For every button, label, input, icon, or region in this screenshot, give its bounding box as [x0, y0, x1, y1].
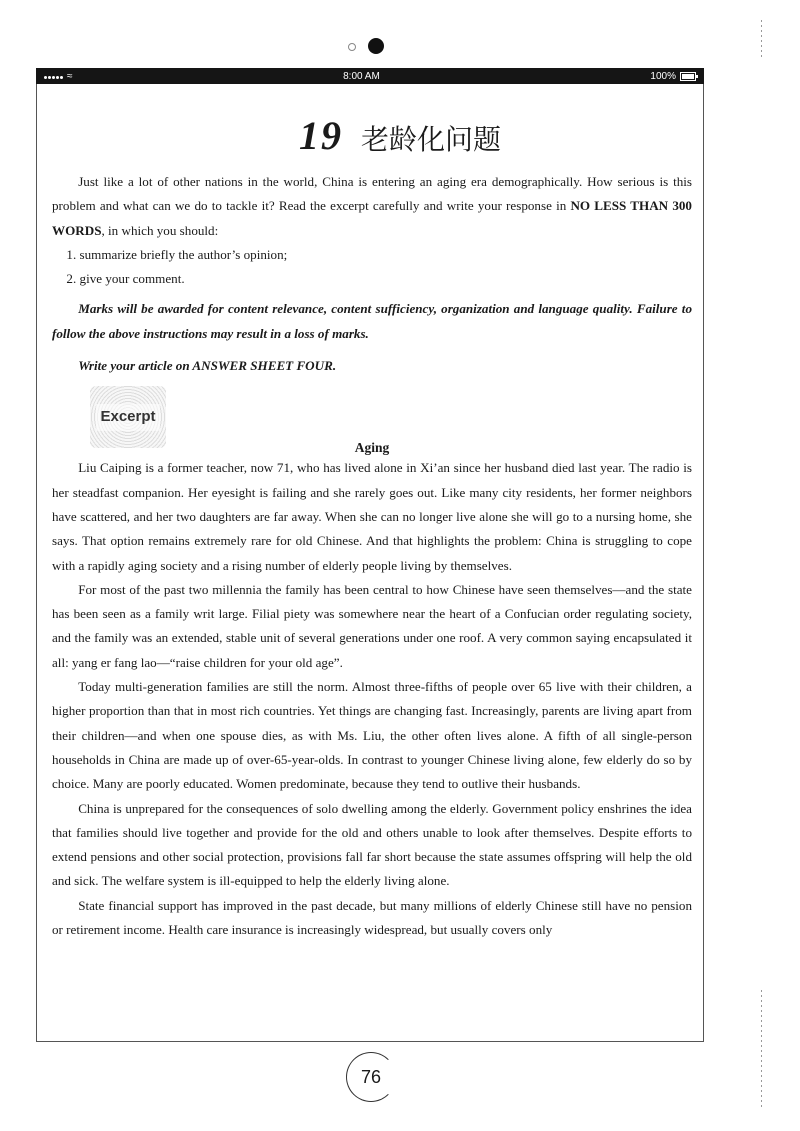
article-body	[52, 170, 692, 942]
excerpt-paragraph: For most of the past two millennia the family has been central to how Chinese have seen themselves—and the state has been seen as a family writ large. Filial piety was somewhere near the heart of a Confucian order regulating society, and the family was an extended, stable unit of several generations under one roof. A very common saying encapsulated it all: yang er fang lao—“raise children for your old age”.	[52, 581, 692, 670]
battery-percent: 100%	[650, 70, 676, 82]
lesson-number: 19	[298, 113, 343, 158]
speaker-grille	[348, 43, 356, 51]
answer-sheet-note: Write your article on ANSWER SHEET FOUR.	[78, 358, 337, 374]
prompt-intro: Just like a lot of other nations in the world, China is entering an aging era demographically. How serious is this problem and what can we do to tackle it? Read the excerpt carefully and write your response in NO LESS THAN 300 WORDS, in which you should:	[52, 174, 692, 238]
list-item: 1. summarize briefly the author’s opinion;	[66, 246, 288, 262]
edge-mark	[761, 20, 762, 60]
excerpt-header	[52, 386, 692, 456]
signal-wifi	[44, 71, 73, 82]
excerpt-badge: Excerpt	[90, 386, 166, 448]
lesson-title: 老龄化问题	[360, 123, 501, 156]
battery-icon	[680, 72, 696, 81]
status-time: 8:00 AM	[343, 70, 380, 82]
page-number: 76	[346, 1052, 396, 1102]
edge-mark	[761, 990, 762, 1110]
signal-icon	[44, 71, 64, 82]
marks-note: Marks will be awarded for content relevance, content sufficiency, organization and language quality. Failure to follow the above instructions may result in a loss of marks.	[52, 301, 692, 341]
excerpt-title: Aging	[354, 440, 390, 456]
status-bar	[36, 68, 704, 84]
front-camera	[368, 38, 384, 54]
word-requirement: NO LESS THAN 300 WORDS	[52, 198, 692, 238]
page-title	[0, 112, 800, 159]
excerpt-paragraph: State financial support has improved in the past decade, but many millions of elderly Chinese still have no pension or retirement income. Health care insurance is increasingly widespread, but usually covers only	[52, 897, 692, 938]
excerpt-paragraph: Today multi-generation families are still the norm. Almost three-fifths of people over 65 live with their children, a higher proportion than that in most rich countries. Yet things are changing fast. Increasingly, parents are living apart from their children—and when one spouse dies, as with Ms. Liu, the other often lives alone. A fifth of all single-person households in China are made up of over-65-year-olds. In contrast to younger Chinese living alone, few elderly do so by choice. Many are poorly educated. Women predominate, because they tend to outlive their husbands.	[52, 679, 692, 792]
list-item: 2. give your comment.	[66, 271, 185, 287]
excerpt-paragraph: China is unprepared for the consequences of solo dwelling among the elderly. Government policy enshrines the idea that families should live together and provide for the old and others unable to look after themselves. Despite efforts to extend pensions and other social protection, provisions fall far short because the state assumes offspring will help the old and sick. The welfare system is ill-equipped to help the elderly living alone.	[52, 800, 692, 889]
wifi-icon: ≈	[67, 70, 73, 82]
excerpt-paragraph: Liu Caiping is a former teacher, now 71, who has lived alone in Xi’an since her husband died last year. The radio is her steadfast companion. Her eyesight is failing and she rarely goes out. Like many city residents, her former neighbors have scattered, and her two daughters are far away. When she can no longer live alone she will go to a nursing home, she says. That option remains extremely rare for old Chinese. And that highlights the problem: China is struggling to cope with a rapidly aging society and a rising number of elderly people living by themselves.	[52, 460, 692, 573]
